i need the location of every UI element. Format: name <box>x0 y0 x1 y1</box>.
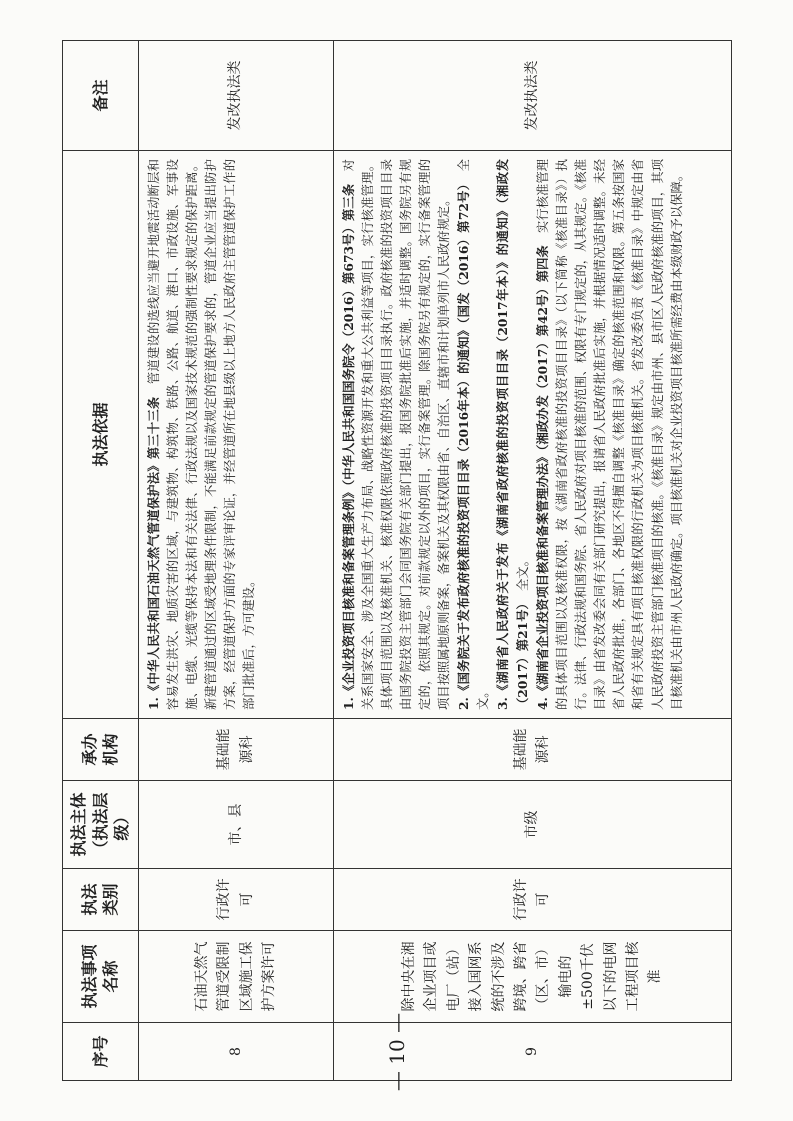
header-category: 执法类别 <box>62 868 138 930</box>
basis-text: 对关系国家安全、涉及全国重大生产力布局、战略性资源开发和重大公共利益等项目，实行核准管理。具体项目范围以及核准机关、核准权限依照政府核准的投资项目目录执行。政府核准的投资项目目录由国务院投资主管部门会同国务院有关部门提出，报国务院批准后实施，并适时调整。国务院另有规定的，依照其规定。对前款规定以外的项目，实行备案管理。除国务院另有规定的，实行备案管理的项目按照属地原则备案，备案机关及其权限由省、自治区、直辖市和计划单列市人民政府规定。 <box>341 158 451 710</box>
row-name: 除中央在湘企业项目或电厂（站）接入国网系统的不涉及跨境、跨省（区、市）输电的±500千伏以下的电网工程项目核准 <box>333 930 731 1022</box>
table-row <box>333 40 731 1080</box>
basis-title: 3.《湖南省人民政府关于发布《湖南省政府核准的投资项目目录（2017年本）》的通知》（湘政发（2017）第21号） <box>494 158 530 710</box>
row-name: 石油天然气管道受限制区域施工保护方案许可 <box>138 930 333 1022</box>
row-subject: 市级 <box>333 780 731 868</box>
basis-item <box>143 159 258 710</box>
row-dept: 基础能源科 <box>333 718 731 780</box>
row-basis <box>333 150 731 718</box>
header-row <box>62 40 138 1080</box>
basis-text: 全文。 <box>515 553 530 591</box>
basis-item <box>533 159 686 710</box>
row-category: 行政许可 <box>138 868 333 930</box>
row-category: 行政许可 <box>333 868 731 930</box>
basis-text: 全文。 <box>456 158 490 710</box>
row-dept: 基础能源科 <box>138 718 333 780</box>
basis-title: 1.《企业投资项目核准和备案管理条例》（中华人民共和国国务院令（2016）第673号）第三条 <box>340 183 356 710</box>
header-seq: 序号 <box>62 1022 138 1080</box>
basis-item <box>493 159 533 710</box>
basis-item <box>454 159 493 710</box>
header-note: 备注 <box>62 40 138 150</box>
basis-title: 1.《中华人民共和国石油天然气管道保护法》第三十三条 <box>145 396 161 710</box>
basis-text: 管道建设的选线应当避开地震活动断层和容易发生洪灾、地质灾害的区域，与建筑物、构筑物、铁路、公路、航道、港口、市政设施、军事设施、电缆、光缆等保持本法和有关法律、行政法规以及国家技术规范的强制性要求规定的保护距离。新建管道通过的区域受地理条件限制，不能满足前款规定的管道保护要求的，管道企业应当提出防护方案，经管道保护方面的专家评审论证，并经管道所在地县级以上地方人民政府主管管道保护工作的部门批准后，方可建设。 <box>146 158 256 710</box>
page-number: — 10 — <box>384 1012 409 1092</box>
basis-title: 4.《湖南省企业投资项目核准和备案管理办法》（湘政办发（2017）第42号）第四条 <box>534 244 550 710</box>
basis-item <box>338 159 453 710</box>
enforcement-table <box>62 40 732 1081</box>
basis-title: 2.《国务院关于发布政府核准的投资项目目录（2016年本）的通知》（国发（2016）第72号） <box>455 183 471 710</box>
row-note: 发改执法类 <box>333 40 731 150</box>
row-seq: 9 <box>333 1022 731 1080</box>
row-basis <box>138 150 333 718</box>
header-dept: 承办机构 <box>62 718 138 780</box>
row-note: 发改执法类 <box>138 40 333 150</box>
header-basis: 执法依据 <box>62 150 138 718</box>
row-subject: 市、县 <box>138 780 333 868</box>
header-subject: 执法主体（执法层级） <box>62 780 138 868</box>
table-row <box>138 40 333 1080</box>
row-seq: 8 <box>138 1022 333 1080</box>
basis-text: 实行核准管理的具体项目范围以及核准权限，按《湖南省政府核准的投资项目目录》（以下简称《核准目录》）执行。法律、行政法规和国务院、省人民政府对项目核准的范围、权限有专门规定的，从其规定。《核准目录》由省发改委会同有关部门研究提出，报请省人民政府批准后实施，并根据情况适时调整。未经省人民政府批准，各部门、各地区不得擅自调整《核准目录》确定的核准范围和权限。第五条按国家和省有关规定具有项目核准权限的行政机关为项目核准机关。省发改委负责《核准目录》中规定由省人民政府投资主管部门核准项目的核准。《核准目录》规定由市州、县市区人民政府核准的项目，其项目核准机关由市州人民政府确定。项目核准机关对企业投资项目核准所需经费由本级财政予以保障。 <box>535 158 684 710</box>
header-name: 执法事项名称 <box>62 930 138 1022</box>
rotated-page-content <box>62 41 732 1081</box>
